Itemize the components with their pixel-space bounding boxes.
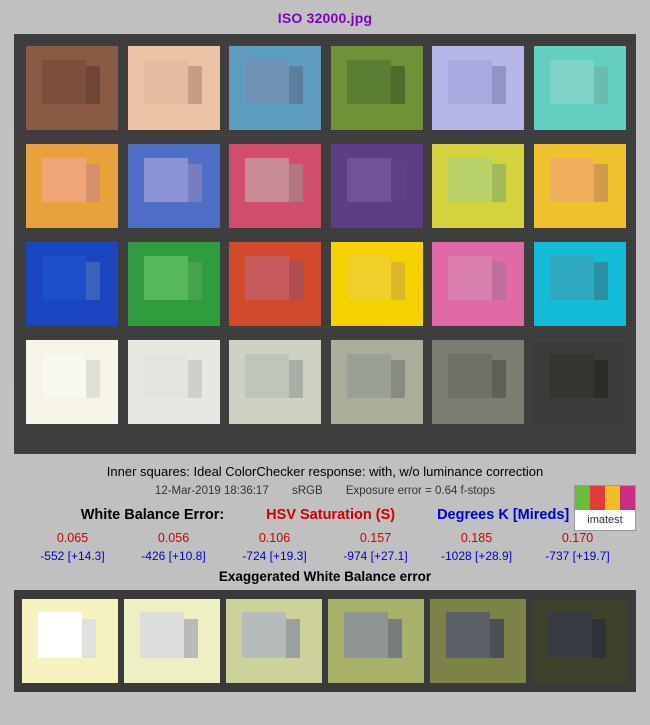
stat-value: 0.185 bbox=[460, 531, 493, 545]
ideal-patch-corrected bbox=[347, 354, 391, 398]
stat-value: -552 [+14.3] bbox=[40, 549, 105, 563]
color-patch bbox=[534, 144, 626, 228]
ideal-patch-corrected bbox=[448, 158, 492, 202]
logo-label: imatest bbox=[587, 514, 623, 526]
ideal-patch-corrected bbox=[550, 354, 594, 398]
exaggerated-inner-corrected bbox=[140, 612, 184, 658]
stat-value: 0.065 bbox=[56, 531, 89, 545]
color-patch bbox=[26, 242, 118, 326]
ideal-patch-uncorrected bbox=[391, 360, 405, 398]
exaggerated-board bbox=[14, 590, 636, 692]
ideal-patch-uncorrected bbox=[594, 66, 608, 104]
ideal-patch-corrected bbox=[347, 256, 391, 300]
page-title: ISO 32000.jpg bbox=[277, 10, 373, 26]
exaggerated-inner-uncorrected bbox=[388, 619, 402, 658]
ideal-patch-corrected bbox=[448, 354, 492, 398]
color-patch bbox=[331, 46, 423, 130]
exaggerated-inner-corrected bbox=[38, 612, 82, 658]
ideal-patch-corrected bbox=[245, 158, 289, 202]
exaggerated-inner-uncorrected bbox=[82, 619, 96, 658]
ideal-patch-uncorrected bbox=[289, 66, 303, 104]
color-patch bbox=[534, 340, 626, 424]
stat-value: -724 [+19.3] bbox=[242, 549, 307, 563]
chart-meta bbox=[0, 485, 650, 497]
ideal-patch-corrected bbox=[448, 256, 492, 300]
color-patch bbox=[534, 46, 626, 130]
colorchecker-row bbox=[26, 144, 626, 228]
stat-value: -737 [+19.7] bbox=[545, 549, 610, 563]
color-patch bbox=[432, 46, 524, 130]
ideal-patch-corrected bbox=[144, 158, 188, 202]
ideal-patch-corrected bbox=[144, 256, 188, 300]
ideal-patch-uncorrected bbox=[391, 262, 405, 300]
colorchecker-chart bbox=[14, 34, 636, 454]
color-patch bbox=[26, 46, 118, 130]
ideal-patch-corrected bbox=[42, 256, 86, 300]
hsv-saturation-header: HSV Saturation (S) bbox=[266, 507, 396, 523]
degrees-k-values bbox=[0, 549, 650, 563]
ideal-patch-corrected bbox=[42, 354, 86, 398]
exaggerated-inner-uncorrected bbox=[490, 619, 504, 658]
exaggerated-patch bbox=[532, 599, 628, 683]
colorchecker-board bbox=[14, 34, 636, 454]
ideal-patch-corrected bbox=[245, 354, 289, 398]
colorchecker-row bbox=[26, 340, 626, 424]
stat-value: 0.157 bbox=[359, 531, 392, 545]
stat-value: -974 [+27.1] bbox=[343, 549, 408, 563]
color-patch bbox=[26, 340, 118, 424]
color-patch bbox=[128, 242, 220, 326]
ideal-patch-uncorrected bbox=[188, 66, 202, 104]
exaggerated-inner-uncorrected bbox=[286, 619, 300, 658]
ideal-patch-uncorrected bbox=[86, 66, 100, 104]
ideal-patch-corrected bbox=[550, 60, 594, 104]
exaggerated-inner-uncorrected bbox=[592, 619, 606, 658]
ideal-patch-uncorrected bbox=[86, 164, 100, 202]
colorchecker-row bbox=[26, 46, 626, 130]
exaggerated-inner-corrected bbox=[548, 612, 592, 658]
exaggerated-patch bbox=[124, 599, 220, 683]
color-patch bbox=[432, 144, 524, 228]
ideal-patch-uncorrected bbox=[289, 164, 303, 202]
ideal-patch-uncorrected bbox=[492, 66, 506, 104]
ideal-patch-uncorrected bbox=[188, 164, 202, 202]
color-patch bbox=[331, 144, 423, 228]
exaggerated-title: Exaggerated White Balance error bbox=[218, 569, 432, 584]
ideal-patch-uncorrected bbox=[594, 164, 608, 202]
logo-bars bbox=[575, 486, 635, 510]
exaggerated-inner-corrected bbox=[344, 612, 388, 658]
color-patch bbox=[128, 340, 220, 424]
colorspace: sRGB bbox=[291, 485, 323, 497]
exaggerated-patch bbox=[22, 599, 118, 683]
ideal-patch-uncorrected bbox=[188, 262, 202, 300]
ideal-patch-uncorrected bbox=[86, 262, 100, 300]
ideal-patch-uncorrected bbox=[289, 262, 303, 300]
exaggerated-inner-uncorrected bbox=[184, 619, 198, 658]
ideal-patch-uncorrected bbox=[594, 262, 608, 300]
ideal-patch-uncorrected bbox=[594, 360, 608, 398]
degrees-k-header: Degrees K [Mireds] bbox=[437, 507, 570, 523]
ideal-patch-corrected bbox=[550, 256, 594, 300]
ideal-patch-uncorrected bbox=[289, 360, 303, 398]
ideal-patch-corrected bbox=[448, 60, 492, 104]
color-patch bbox=[331, 340, 423, 424]
color-patch bbox=[229, 46, 321, 130]
stat-value: 0.056 bbox=[157, 531, 190, 545]
exaggerated-patch bbox=[430, 599, 526, 683]
exaggerated-inner-corrected bbox=[446, 612, 490, 658]
ideal-patch-uncorrected bbox=[391, 66, 405, 104]
exaggerated-inner-corrected bbox=[242, 612, 286, 658]
color-patch bbox=[331, 242, 423, 326]
stat-value: 0.106 bbox=[258, 531, 291, 545]
ideal-patch-corrected bbox=[144, 354, 188, 398]
ideal-patch-uncorrected bbox=[391, 164, 405, 202]
color-patch bbox=[128, 46, 220, 130]
imatest-logo bbox=[574, 485, 636, 531]
ideal-patch-corrected bbox=[347, 158, 391, 202]
ideal-patch-uncorrected bbox=[86, 360, 100, 398]
ideal-patch-corrected bbox=[245, 256, 289, 300]
color-patch bbox=[128, 144, 220, 228]
color-patch bbox=[432, 242, 524, 326]
ideal-patch-corrected bbox=[42, 158, 86, 202]
color-patch bbox=[229, 242, 321, 326]
ideal-patch-corrected bbox=[550, 158, 594, 202]
stat-value: -426 [+10.8] bbox=[141, 549, 206, 563]
stat-value: -1028 [+28.9] bbox=[440, 549, 513, 563]
color-patch bbox=[229, 340, 321, 424]
ideal-patch-corrected bbox=[347, 60, 391, 104]
ideal-patch-corrected bbox=[42, 60, 86, 104]
colorchecker-row bbox=[26, 242, 626, 326]
ideal-patch-uncorrected bbox=[492, 360, 506, 398]
exaggerated-patch bbox=[226, 599, 322, 683]
color-patch bbox=[432, 340, 524, 424]
ideal-patch-corrected bbox=[144, 60, 188, 104]
hsv-saturation-values bbox=[0, 531, 650, 545]
stat-value: 0.170 bbox=[561, 531, 594, 545]
stats-headers bbox=[0, 507, 650, 523]
exposure-error: Exposure error = 0.64 f-stops bbox=[345, 485, 496, 497]
ideal-patch-uncorrected bbox=[492, 164, 506, 202]
exaggerated-patch bbox=[328, 599, 424, 683]
white-balance-header: White Balance Error: bbox=[80, 507, 225, 523]
ideal-patch-uncorrected bbox=[188, 360, 202, 398]
ideal-patch-uncorrected bbox=[492, 262, 506, 300]
color-patch bbox=[534, 242, 626, 326]
ideal-patch-corrected bbox=[245, 60, 289, 104]
color-patch bbox=[229, 144, 321, 228]
chart-caption: Inner squares: Ideal ColorChecker response: with, w/o luminance correction bbox=[106, 464, 544, 479]
capture-datetime: 12-Mar-2019 18:36:17 bbox=[154, 485, 269, 497]
color-patch bbox=[26, 144, 118, 228]
